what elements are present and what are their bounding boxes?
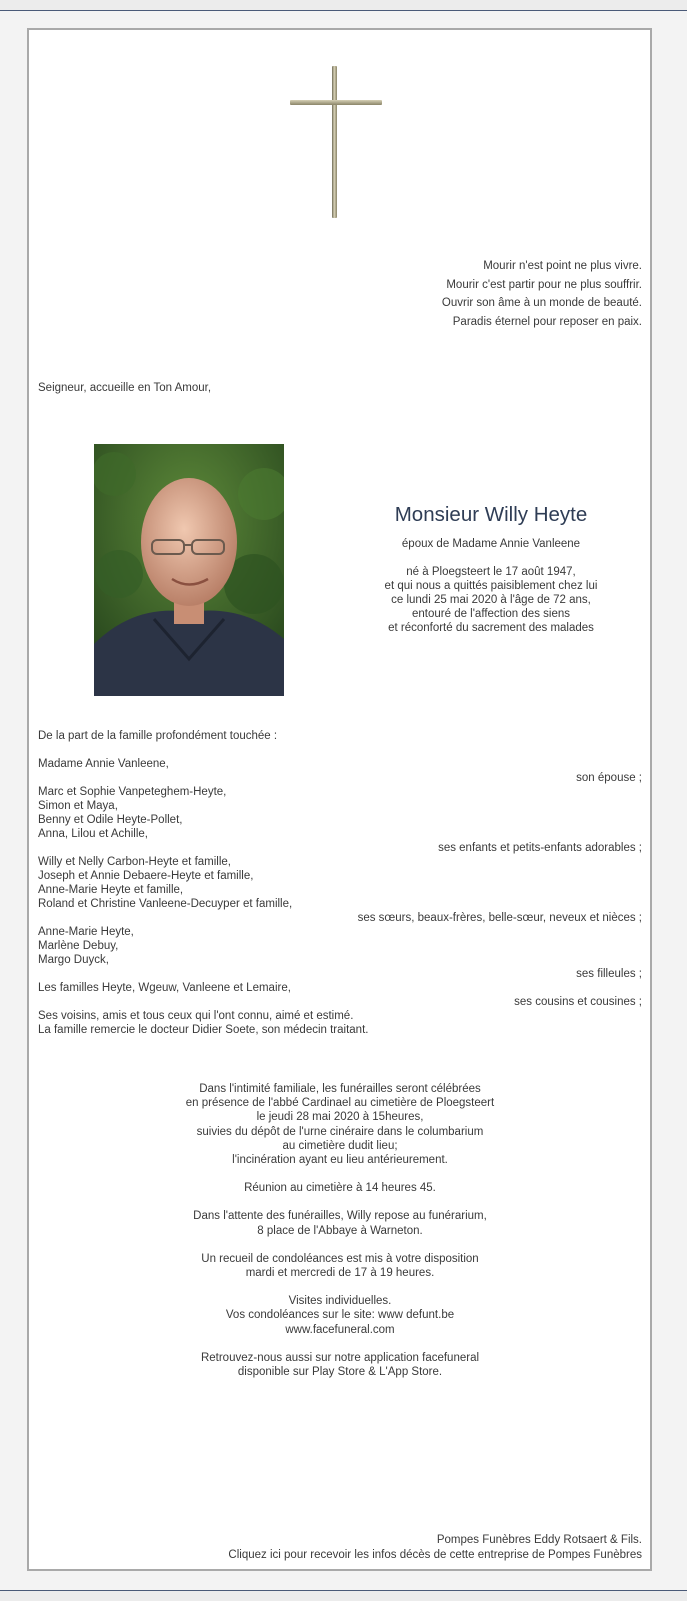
funeral-line: en présence de l'abbé Cardinael au cimetière de Ploegsteert <box>185 1097 495 1110</box>
poem-line: Paradis éternel pour reposer en paix. <box>452 315 642 328</box>
detail-line: né à Ploegsteert le 17 août 1947, <box>406 566 576 578</box>
funeral-paragraph <box>160 1082 520 1167</box>
funeral-info <box>160 1082 520 1393</box>
family-name: Margo Duyck, <box>38 954 109 966</box>
family-relation: ses filleules ; <box>576 968 642 980</box>
cross-icon <box>290 66 382 218</box>
funeral-line: www.facefuneral.com <box>285 1323 395 1336</box>
company-info-link[interactable]: Cliquez ici pour recevoir les infos décès de cette entreprise de Pompes Funèbres <box>228 1548 642 1561</box>
funeral-paragraph <box>160 1209 520 1237</box>
family-relation: son épouse ; <box>576 772 642 784</box>
funeral-line: disponible sur Play Store & L'App Store. <box>237 1366 443 1379</box>
family-name: Simon et Maya, <box>38 800 118 812</box>
company-name: Pompes Funèbres Eddy Rotsaert & Fils. <box>436 1534 642 1546</box>
family-closing: Ses voisins, amis et tous ceux qui l'ont connu, aimé et estimé. <box>38 1010 354 1022</box>
detail-line: et réconforté du sacrement des malades <box>388 622 594 634</box>
poem-line: Mourir n'est point ne plus vivre. <box>483 260 642 272</box>
deceased-name: Monsieur Willy Heyte <box>394 503 588 526</box>
family-name: Joseph et Annie Debaere-Heyte et famille, <box>38 870 254 882</box>
poem <box>442 257 642 331</box>
family-name: Madame Annie Vanleene, <box>38 758 169 770</box>
funeral-line: Dans l'intimité familiale, les funérailles seront célébrées <box>199 1083 481 1095</box>
prayer-line: Seigneur, accueille en Ton Amour, <box>38 382 212 394</box>
family-name: Roland et Christine Vanleene-Decuyper et famille, <box>38 898 293 910</box>
bottom-strip <box>0 1590 687 1601</box>
funeral-line: au cimetière dudit lieu; <box>282 1139 398 1152</box>
detail-line: et qui nous a quittés paisiblement chez lui <box>384 580 598 592</box>
family-name: Anne-Marie Heyte, <box>38 926 134 938</box>
family-relation: ses enfants et petits-enfants adorables ; <box>438 842 642 854</box>
funeral-line: mardi et mercredi de 17 à 19 heures. <box>245 1267 435 1280</box>
funeral-line: Dans l'attente des funérailles, Willy repose au funérarium, <box>193 1210 487 1223</box>
funeral-line: le jeudi 28 mai 2020 à 15heures, <box>256 1111 424 1124</box>
family-closing: La famille remercie le docteur Didier Soete, son médecin traitant. <box>38 1024 369 1036</box>
funeral-line: Visites individuelles. <box>288 1295 392 1308</box>
portrait-photo <box>94 444 284 696</box>
funeral-paragraph <box>160 1252 520 1280</box>
family-name: Marlène Debuy, <box>38 940 119 952</box>
funeral-paragraph <box>160 1181 520 1195</box>
family-name: Anna, Lilou et Achille, <box>38 828 148 840</box>
funeral-line: Un recueil de condoléances est mis à votre disposition <box>201 1252 479 1265</box>
funeral-line: Retrouvez-nous aussi sur notre application facefuneral <box>200 1351 480 1364</box>
detail-line: ce lundi 25 mai 2020 à l'âge de 72 ans, <box>391 594 591 606</box>
family-name: Marc et Sophie Vanpeteghem-Heyte, <box>38 786 227 798</box>
family-name: Benny et Odile Heyte-Pollet, <box>38 814 183 826</box>
funeral-line: Vos condoléances sur le site: www defunt.be <box>225 1309 455 1322</box>
funeral-line: suivies du dépôt de l'urne cinéraire dans le columbarium <box>196 1125 484 1138</box>
family-name: Willy et Nelly Carbon-Heyte et famille, <box>38 856 232 868</box>
top-strip <box>0 0 687 11</box>
spouse-line: époux de Madame Annie Vanleene <box>401 538 581 550</box>
footer <box>228 1533 642 1562</box>
family-relation: ses cousins et cousines ; <box>514 996 642 1008</box>
family-relation: ses sœurs, beaux-frères, belle-sœur, neveux et nièces ; <box>357 912 642 924</box>
family-name: Les familles Heyte, Wgeuw, Vanleene et Lemaire, <box>38 982 291 994</box>
funeral-paragraph <box>160 1294 520 1337</box>
poem-line: Ouvrir son âme à un monde de beauté. <box>441 297 642 310</box>
funeral-paragraph <box>160 1351 520 1379</box>
funeral-line: Réunion au cimetière à 14 heures 45. <box>244 1182 436 1195</box>
family-intro: De la part de la famille profondément touchée : <box>38 730 278 742</box>
poem-line: Mourir c'est partir pour ne plus souffrir. <box>446 278 642 291</box>
family-name: Anne-Marie Heyte et famille, <box>38 884 184 896</box>
detail-line: entouré de l'affection des siens <box>412 608 570 620</box>
funeral-line: 8 place de l'Abbaye à Warneton. <box>257 1224 423 1237</box>
funeral-line: l'incinération ayant eu lieu antérieurement. <box>232 1154 448 1167</box>
deceased-details <box>356 565 626 635</box>
